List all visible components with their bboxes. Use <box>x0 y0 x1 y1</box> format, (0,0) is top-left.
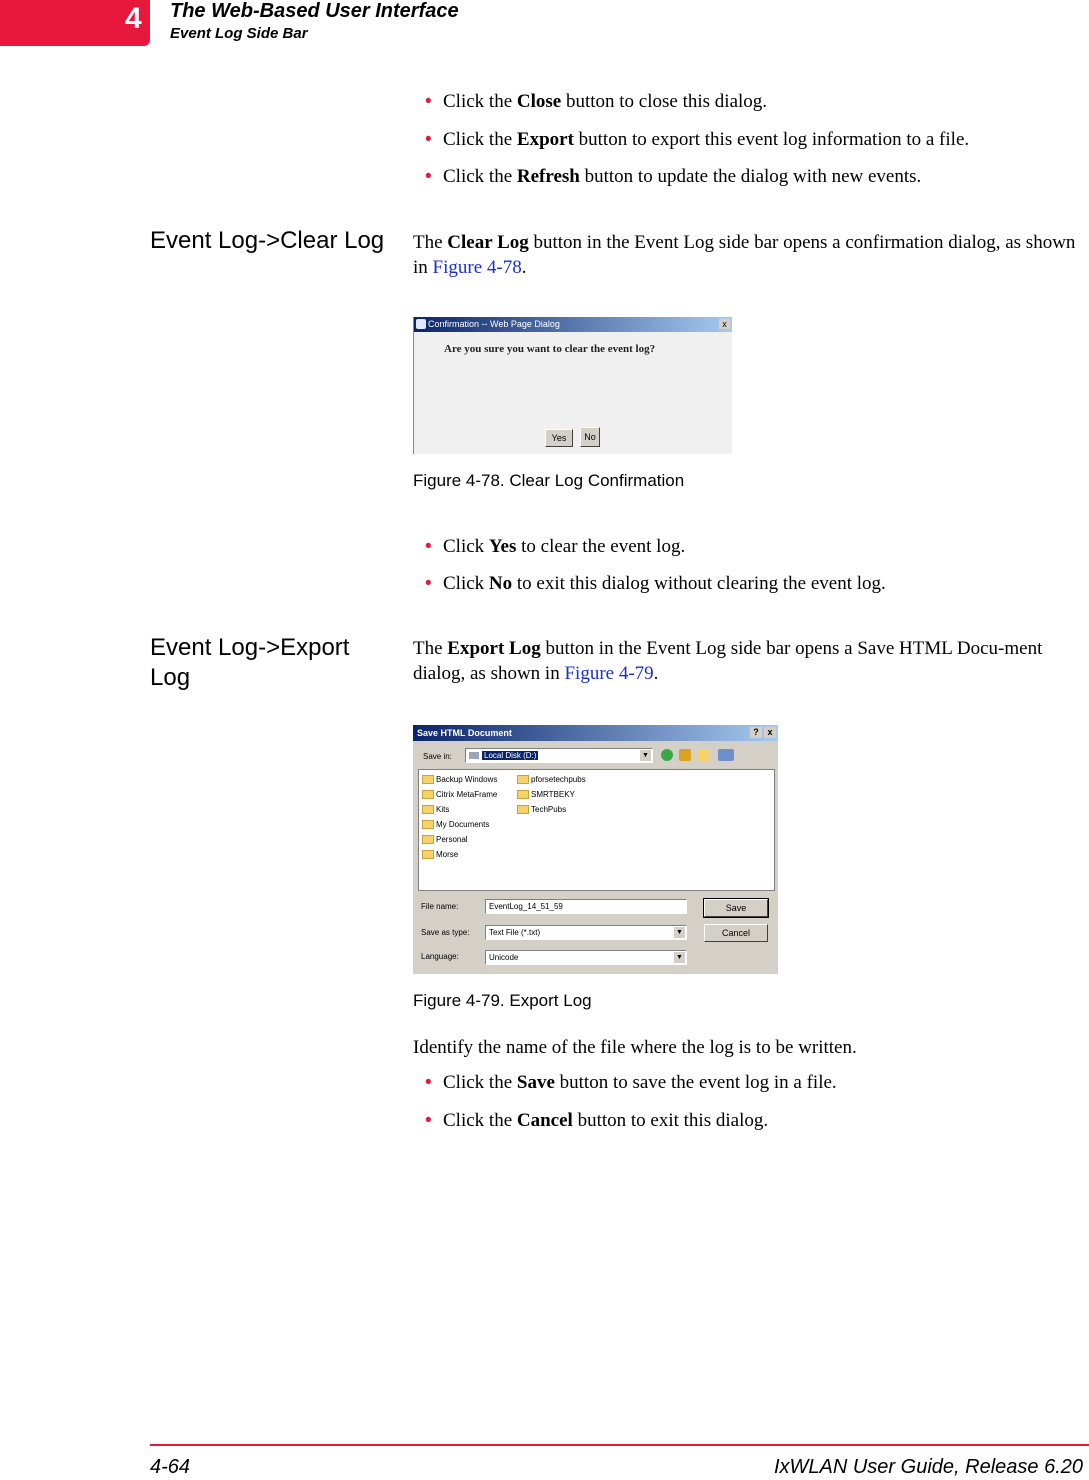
folder-icon <box>422 805 434 814</box>
folder-item[interactable]: SMRTBEKY <box>517 789 575 801</box>
bullet-icon: • <box>425 166 432 187</box>
file-name-label: File name: <box>421 902 459 911</box>
view-menu-icon[interactable] <box>718 749 734 761</box>
save-button[interactable]: Save <box>704 899 768 917</box>
new-folder-icon[interactable] <box>698 749 710 761</box>
drive-icon <box>469 752 479 759</box>
chapter-tab <box>0 0 150 46</box>
bullet-icon: • <box>425 91 432 112</box>
folder-item[interactable]: My Documents <box>422 819 489 831</box>
chevron-down-icon: ▼ <box>674 952 685 963</box>
cancel-button[interactable]: Cancel <box>704 924 768 942</box>
folder-item[interactable]: Personal <box>422 834 468 846</box>
language-select[interactable]: Unicode ▼ <box>485 950 687 965</box>
folder-icon <box>422 835 434 844</box>
footer-rule <box>150 1444 1089 1446</box>
folder-item[interactable]: Backup Windows <box>422 774 497 786</box>
up-folder-icon[interactable] <box>679 749 691 761</box>
identify-paragraph: Identify the name of the file where the log is to be written. <box>413 1037 857 1058</box>
folder-item[interactable]: Morse <box>422 849 458 861</box>
folder-icon <box>422 775 434 784</box>
dialog-titlebar: Confirmation -- Web Page Dialog x <box>414 317 732 332</box>
yes-button[interactable]: Yes <box>545 429 573 447</box>
page-number: 4-64 <box>150 1456 191 1478</box>
folder-icon <box>517 805 529 814</box>
help-icon[interactable]: ? <box>750 727 762 738</box>
confirmation-question: Are you sure you want to clear the event log? <box>444 343 656 355</box>
folder-icon <box>517 790 529 799</box>
folder-item[interactable]: TechPubs <box>517 804 566 816</box>
save-as-type-label: Save as type: <box>421 928 470 937</box>
chevron-down-icon: ▼ <box>640 750 651 761</box>
save-html-document-dialog <box>413 725 778 974</box>
header-title: The Web-Based User Interface <box>170 0 459 22</box>
close-icon[interactable]: x <box>719 319 730 329</box>
chapter-number: 4 <box>125 2 142 35</box>
guide-title: IxWLAN User Guide, Release 6.20 <box>773 1456 1083 1478</box>
bullet-icon: • <box>425 129 432 150</box>
bullet-icon: • <box>425 573 432 594</box>
save-as-type-select[interactable]: Text File (*.txt) ▼ <box>485 925 687 940</box>
folder-icon <box>517 775 529 784</box>
section-heading-export-log: Event Log->Export Log <box>150 634 350 691</box>
folder-icon <box>422 790 434 799</box>
bullet-icon: • <box>425 536 432 557</box>
folder-item[interactable]: Citrix MetaFrame <box>422 789 497 801</box>
folder-item[interactable]: pforsetechpubs <box>517 774 586 786</box>
back-icon[interactable] <box>661 749 673 761</box>
figure-caption-4-79: Figure 4-79. Export Log <box>413 991 592 1010</box>
save-in-label: Save in: <box>423 752 452 761</box>
close-icon[interactable]: x <box>764 727 776 738</box>
language-label: Language: <box>421 952 459 961</box>
export-log-paragraph: The Export Log button in the Event Log side bar opens a Save HTML Docu-ment dialog, as shown in Figure 4-79. <box>413 638 1043 684</box>
header-subtitle: Event Log Side Bar <box>170 25 308 42</box>
file-name-input[interactable]: EventLog_14_51_59 <box>485 899 687 914</box>
bullet-icon: • <box>425 1072 432 1093</box>
folder-icon <box>422 850 434 859</box>
clear-log-confirmation-dialog <box>413 317 732 454</box>
folder-icon <box>422 820 434 829</box>
no-button[interactable]: No <box>580 427 600 447</box>
bullet-icon: • <box>425 1110 432 1131</box>
ie-icon <box>416 319 426 329</box>
section-heading-clear-log: Event Log->Clear Log <box>150 227 385 254</box>
figure-caption-4-78: Figure 4-78. Clear Log Confirmation <box>413 471 685 490</box>
clear-log-paragraph: The Clear Log button in the Event Log side bar opens a confirmation dialog, as shown in Figure 4-78. <box>413 232 1076 278</box>
figure-link-4-78[interactable]: Figure 4-78 <box>432 257 522 278</box>
dialog-titlebar: Save HTML Document ? x <box>413 725 778 741</box>
figure-link-4-79[interactable]: Figure 4-79 <box>564 663 654 684</box>
save-in-select[interactable]: Local Disk (D:) ▼ <box>465 748 653 763</box>
chevron-down-icon: ▼ <box>674 927 685 938</box>
file-list[interactable] <box>418 769 775 891</box>
folder-item[interactable]: Kits <box>422 804 449 816</box>
